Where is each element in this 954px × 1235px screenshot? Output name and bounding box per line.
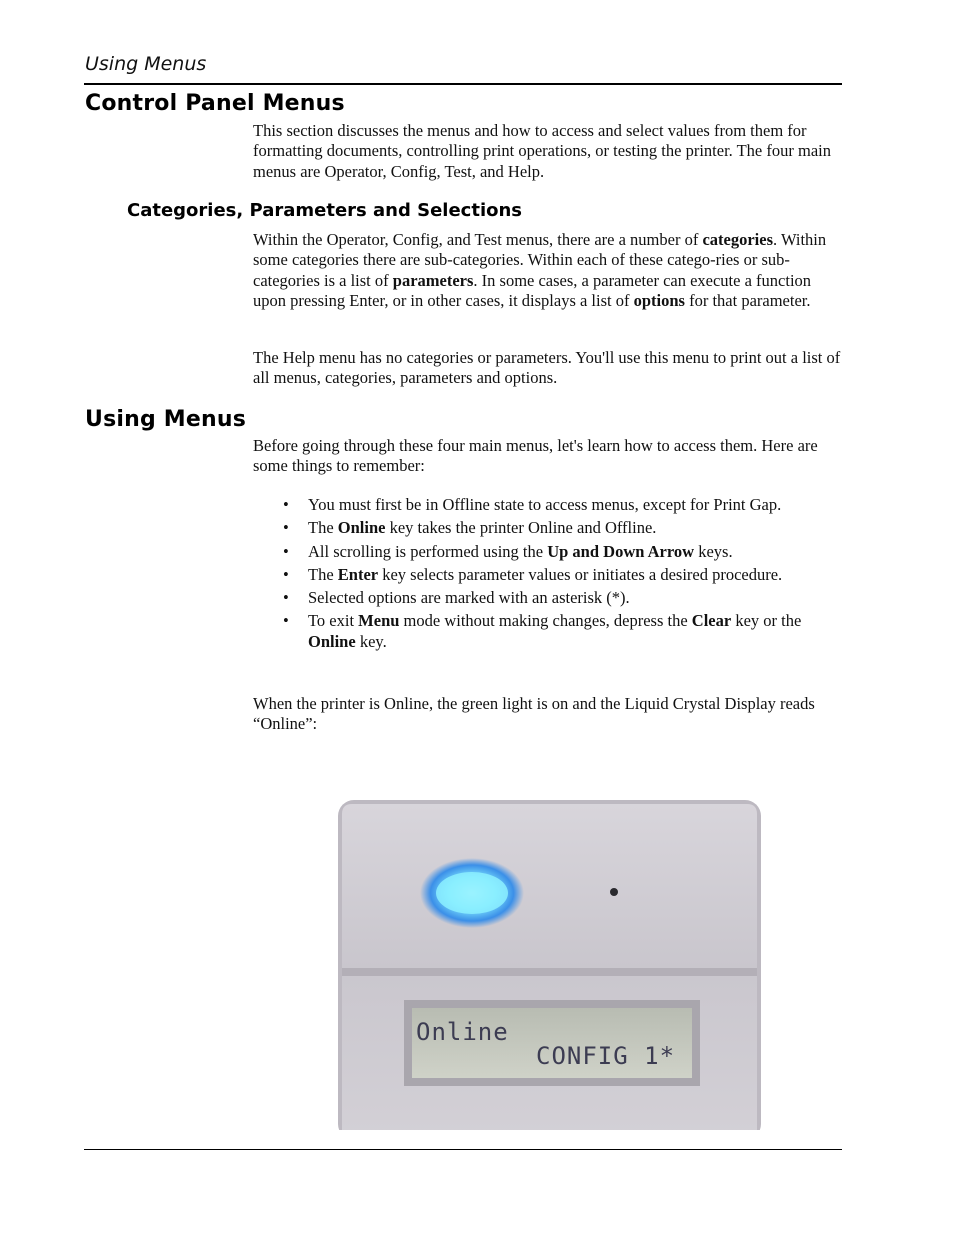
text-run: . In some cases, a parameter can execute a function upon pressing Enter, or in other cases, it displays a list of	[253, 270, 812, 310]
key-name: Online	[308, 631, 356, 651]
help-menu-paragraph: The Help menu has no categories or parameters. You'll use this menu to print out a list of all menus, categories, parameters and options.	[253, 348, 841, 388]
list-item-text: You must first be in Offline state to access menus, except for Print Gap.	[308, 495, 782, 514]
list-item-text: Selected options are marked with an asterisk (*).	[308, 588, 630, 608]
list-item-text: The	[308, 564, 338, 584]
list-item-text: To exit	[308, 611, 359, 631]
footer-rule	[84, 1149, 842, 1150]
key-name: Clear	[691, 611, 732, 631]
list-item	[253, 565, 845, 585]
key-name: Up and Down Arrow	[547, 541, 695, 561]
bullet-dot: •	[283, 518, 289, 538]
list-item-text: mode without making changes, depress the	[399, 611, 692, 631]
key-name: Menu	[358, 611, 400, 631]
key-name: Online	[337, 518, 386, 538]
list-item-text: keys.	[694, 541, 733, 561]
text-run: for that parameter.	[684, 290, 811, 310]
list-item	[253, 542, 845, 562]
lcd-line-2: CONFIG 1*	[536, 1042, 676, 1070]
online-description-paragraph: When the printer is Online, the green light is on and the Liquid Crystal Display reads “Online”:	[253, 694, 815, 734]
key-name: Enter	[337, 564, 379, 584]
bullet-dot: •	[283, 495, 289, 514]
list-item-text: The	[308, 518, 338, 538]
list-item	[253, 518, 845, 538]
list-item-text: All scrolling is performed using the	[308, 541, 548, 561]
reset-pinhole	[610, 888, 618, 896]
intro-paragraph: This section discusses the menus and how to access and select values from them for formatting documents, controlling print operations, or testing the printer. The four main menus are Operator, Config, Test, and Help.	[253, 121, 831, 181]
device-bevel	[342, 968, 757, 976]
heading-using-menus: Using Menus	[85, 407, 247, 432]
heading-control-panel-menus: Control Panel Menus	[85, 91, 345, 116]
bullet-dot: •	[283, 588, 289, 608]
device-top-panel	[342, 804, 757, 968]
categories-paragraph	[253, 230, 845, 311]
list-item-text: key selects parameter values or initiates a desired procedure.	[378, 564, 783, 584]
heading-categories-parameters-selections: Categories, Parameters and Selections	[127, 200, 523, 221]
list-item-text: key takes the printer Online and Offline.	[385, 518, 657, 538]
list-item-text: key.	[355, 631, 387, 651]
term-options: options	[633, 290, 685, 310]
list-item	[253, 588, 845, 608]
using-menus-intro: Before going through these four main menus, let's learn how to access them. Here are some things to remember:	[253, 436, 818, 476]
control-panel-illustration	[338, 800, 761, 1130]
running-header: Using Menus	[85, 53, 207, 75]
bullet-dot: •	[283, 611, 289, 631]
list-item-text: key or the	[731, 611, 802, 631]
status-led-icon	[436, 872, 508, 914]
term-categories: categories	[702, 230, 774, 249]
text-run: Within the Operator, Config, and Test menus, there are a number of	[253, 230, 703, 249]
header-rule	[84, 83, 842, 85]
control-panel-photo	[338, 800, 761, 1130]
menu-tips-list	[253, 495, 845, 655]
list-item	[253, 611, 845, 652]
term-parameters: parameters	[392, 270, 474, 290]
bullet-dot: •	[283, 541, 289, 561]
text-run: . Within some categories there are sub-categories. Within each of these catego-ries or sub-categories is a list of	[253, 230, 827, 290]
lcd-line-1: Online	[416, 1018, 509, 1046]
bullet-dot: •	[283, 564, 289, 584]
list-item	[253, 495, 845, 515]
